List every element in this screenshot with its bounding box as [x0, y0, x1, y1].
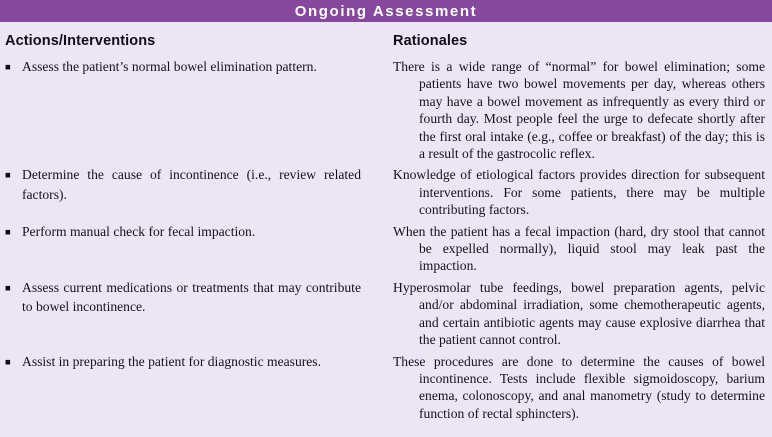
column-header-rationales: Rationales [393, 33, 468, 49]
table-row [5, 223, 765, 275]
action-item [5, 353, 393, 423]
column-header-actions: Actions/Interventions [5, 33, 156, 49]
rationale-text: When the patient has a fecal impaction (hard, dry stool that cannot be expelled normally), liquid stool may leak past the impaction. [393, 223, 765, 274]
column-header-row [5, 33, 765, 49]
square-bullet-icon: ■ [5, 227, 11, 238]
square-bullet-icon: ■ [5, 283, 11, 294]
square-bullet-icon: ■ [5, 357, 11, 368]
square-bullet-icon: ■ [5, 63, 11, 73]
action-text: Assist in preparing the patient for diagnostic measures. [22, 353, 321, 369]
action-text: Determine the cause of incontinence (i.e., review related factors). [22, 167, 361, 202]
square-bullet-icon: ■ [5, 171, 11, 182]
action-text: Assess the patient’s normal bowel elimination pattern. [22, 59, 317, 74]
action-item [5, 279, 393, 349]
table-row [5, 353, 765, 423]
action-item [5, 166, 393, 218]
rationale-text: Hyperosmolar tube feedings, bowel preparation agents, pelvic and/or abdominal irradiation, some chemotherapeutic agents, and certain antibiotic agents may cause explosive diarrhea that the patient cannot control. [393, 279, 765, 348]
table-row [5, 58, 765, 162]
action-text: Perform manual check for fecal impaction. [22, 223, 256, 239]
table-row [5, 279, 765, 349]
rationale-text: There is a wide range of “normal” for bowel elimination; some patients have two bowel movements per day, whereas others may have a bowel movement as infrequently as every third or fourth day. Most people feel the urge to defecate shortly after the first oral intake (e.g., coffee or breakfast) of the day; this is a result of the gastrocolic reflex. [393, 59, 765, 162]
rationale-text: Knowledge of etiological factors provides direction for subsequent interventions. For some patients, there may be multiple contributing factors. [393, 167, 765, 218]
action-text: Assess current medications or treatments that may contribute to bowel incontinence. [22, 279, 361, 315]
table-row [5, 166, 765, 218]
page-title: Ongoing Assessment [294, 2, 478, 20]
table-content [0, 22, 772, 422]
action-item [5, 223, 393, 275]
title-bar [0, 0, 772, 22]
rationale-text: These procedures are done to determine the causes of bowel incontinence. Tests include flexible sigmoidoscopy, barium enema, colonoscopy, and anal manometry (study to determine function of rectal sphincters). [393, 353, 765, 421]
action-item [5, 58, 393, 162]
